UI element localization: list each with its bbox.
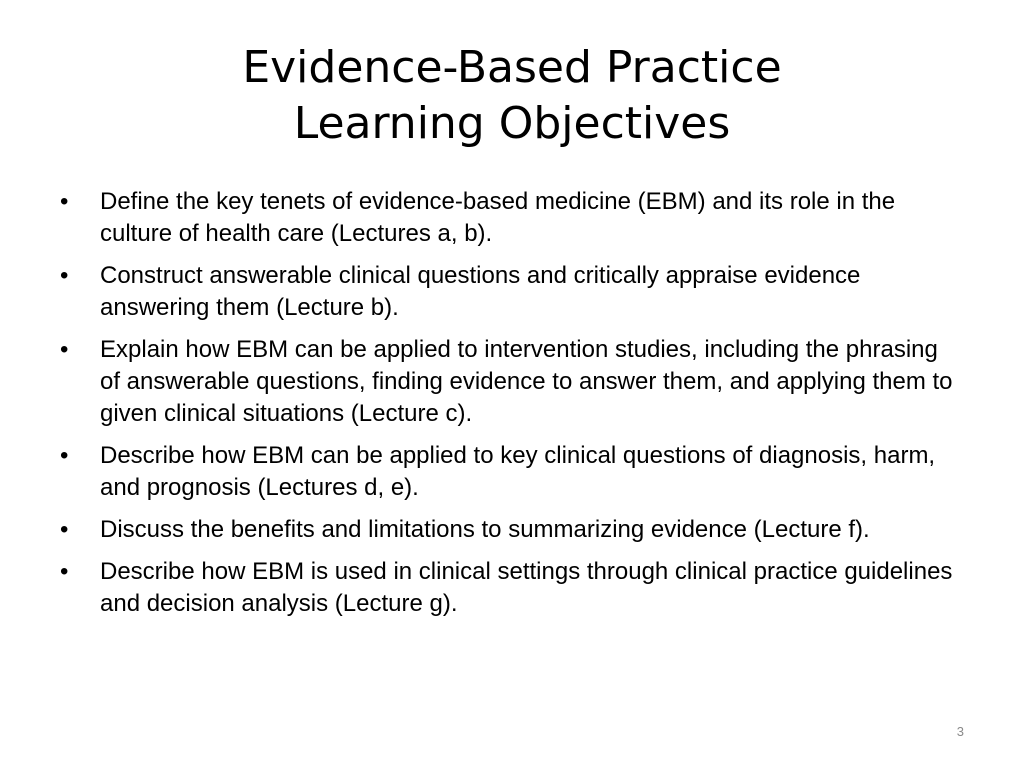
objectives-list [60, 186, 960, 630]
bullet-icon: • [60, 516, 69, 543]
bullet-icon: • [60, 558, 69, 585]
objective-item [60, 556, 960, 620]
bullet-icon: • [60, 188, 69, 215]
objective-item [60, 186, 960, 250]
objective-text: Discuss the benefits and limitations to summarizing evidence (Lecture f). [100, 516, 870, 543]
objective-text: Describe how EBM is used in clinical settings through clinical practice guidelines and decision analysis (Lecture g). [100, 558, 953, 617]
bullet-icon: • [60, 442, 69, 469]
objective-text: Describe how EBM can be applied to key clinical questions of diagnosis, harm, and prognosis (Lectures d, e). [100, 442, 936, 501]
objective-item [60, 440, 960, 504]
objective-text: Define the key tenets of evidence-based medicine (EBM) and its role in the culture of health care (Lectures a, b). [100, 188, 896, 247]
slide-title-line-1: Evidence-Based Practice [242, 42, 782, 93]
slide-title-line-2: Learning Objectives [293, 98, 731, 149]
objective-item [60, 334, 960, 430]
objective-item [60, 260, 960, 324]
objective-text: Construct answerable clinical questions and critically appraise evidence answering them (Lecture b). [100, 262, 861, 321]
bullet-icon: • [60, 336, 69, 363]
objective-item [60, 514, 960, 546]
objective-text: Explain how EBM can be applied to intervention studies, including the phrasing of answerable questions, finding evidence to answer them, and applying them to given clinical situations (Lecture c). [100, 336, 953, 427]
slide-title [0, 40, 1024, 152]
bullet-icon: • [60, 262, 69, 289]
slide-number: 3 [956, 724, 964, 739]
